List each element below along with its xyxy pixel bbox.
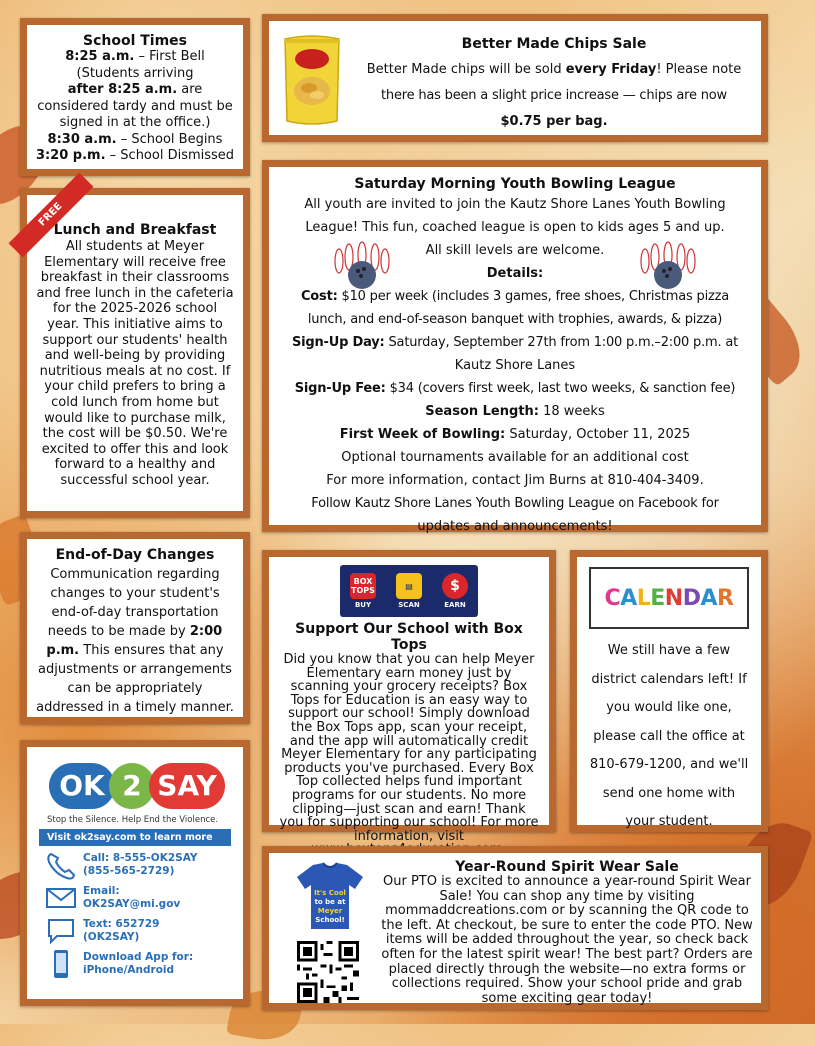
bowling-cost-line2: lunch, and end-of-season banquet with trophies, awards, & pizza) bbox=[307, 312, 723, 327]
bowling-contact: For more information, contact Jim Burns at 810-404-3409. bbox=[326, 473, 704, 488]
spirit-wear-title: Year-Round Spirit Wear Sale bbox=[455, 859, 679, 875]
bowling-intro1: All youth are invited to join the Kautz Shore Lanes Youth Bowling bbox=[304, 197, 726, 212]
chips-price: $0.75 per bag. bbox=[500, 114, 608, 129]
bowling-first-week: First Week of Bowling: Saturday, October 11, 2025 bbox=[339, 427, 691, 442]
calendar-panel bbox=[570, 550, 768, 832]
ok2say-app-row: Download App for: iPhone/Android bbox=[45, 949, 235, 979]
box-tops-panel bbox=[262, 550, 556, 844]
bowling-title: Saturday Morning Youth Bowling League bbox=[354, 176, 676, 192]
ok2say-visit-link[interactable]: Visit ok2say.com to learn more bbox=[39, 829, 231, 846]
calendar-banner: C A L E N D A R bbox=[589, 567, 749, 629]
phone-icon bbox=[45, 850, 77, 880]
bowling-signup-fee: Sign-Up Fee: $34 (covers first week, last two weeks, & sanction fee) bbox=[294, 381, 736, 396]
bowling-pins-icon bbox=[331, 241, 393, 293]
school-times-panel bbox=[20, 18, 250, 176]
bowling-intro3: All skill levels are welcome. bbox=[425, 243, 605, 258]
svg-text:It's Cool: It's Cool bbox=[314, 889, 346, 897]
chat-bubble-icon bbox=[45, 916, 77, 946]
dollar-icon: $ bbox=[442, 573, 468, 599]
spirit-wear-panel bbox=[262, 846, 768, 1010]
ok2say-email-row: Email: OK2SAY@mi.gov bbox=[45, 883, 235, 913]
spirit-wear-body: Our PTO is excited to announce a year-round Spirit Wear Sale! You can shop any time by visiting mommaddcreations.com or by scanning the QR code to the left. At checkout, be sure to enter the code PTO. New items will be added throughout the year, so check back often for the latest spirit wear! The best part? Orders are placed directly through the website—no extra forms or collections required. Show your school pride and grab some exciting gear today! bbox=[381, 874, 753, 1006]
calendar-line7: your student. bbox=[625, 814, 713, 829]
bowling-optional: Optional tournaments available for an additional cost bbox=[341, 450, 689, 465]
box-tops-title: Support Our School with Box Tops bbox=[295, 621, 523, 653]
end-of-day-body: Communication regarding changes to your student's end-of-day transportation needs to be made by 2:00 p.m. This ensures that any adjustments or arrangements can be appropriately addressed in a timely manner. bbox=[36, 567, 234, 715]
arriving-note: (Students arriving bbox=[76, 65, 194, 81]
svg-text:School!: School! bbox=[315, 916, 345, 924]
lunch-body: All students at Meyer Elementary will receive free breakfast in their classrooms and free lunch in the cafeteria for the 2025-2026 school year. This initiative aims to support our students' health and well-being by providing nutritious meals at no cost. If your child prefers to bring a cold lunch from home but would like to purchase milk, the cost will be $0.50. We're excited to offer this and look forward to a healthy and successful school year. bbox=[36, 239, 234, 488]
ok2say-logo: OK 2 SAY bbox=[49, 763, 235, 813]
bowling-details-heading: Details: bbox=[486, 266, 544, 281]
chip-bag-icon bbox=[279, 33, 345, 127]
chips-sale-panel bbox=[262, 14, 768, 142]
bowling-signup-day: Sign-Up Day: Saturday, September 27th from 1:00 p.m.–2:00 p.m. at bbox=[291, 335, 739, 350]
chips-line2: there has been a slight price increase — chips are now bbox=[381, 88, 727, 103]
school-times-title: School Times bbox=[82, 33, 188, 49]
bowling-cost-line1: Cost: $10 per week (includes 3 games, free shoes, Christmas pizza bbox=[300, 289, 730, 304]
box-tops-badge: BOX TOPS bbox=[350, 573, 376, 599]
tardy-note-line2: signed in at the office.) bbox=[59, 115, 211, 130]
tardy-time-line: after 8:25 a.m. are bbox=[67, 82, 203, 97]
bowling-follow1: Follow Kautz Shore Lanes Youth Bowling League on Facebook for bbox=[311, 496, 719, 511]
ok2say-panel bbox=[20, 740, 250, 1006]
tshirt-icon bbox=[295, 861, 365, 931]
bowling-intro2: League! This fun, coached league is open to kids ages 5 and up. bbox=[305, 220, 725, 235]
calendar-line2: district calendars left! If bbox=[591, 671, 747, 687]
ok2say-tagline: Stop the Silence. Help End the Violence. bbox=[47, 815, 219, 825]
calendar-line5: 810-679-1200, and we'll bbox=[589, 757, 749, 772]
ok2say-call-row: Call: 8-555-OK2SAY (855-565-2729) bbox=[45, 850, 235, 880]
svg-text:Meyer: Meyer bbox=[317, 907, 343, 915]
first-bell-line: 8:25 a.m. – First Bell bbox=[65, 49, 205, 64]
free-ribbon: FREE bbox=[9, 173, 94, 258]
school-begins-line: 8:30 a.m. – School Begins bbox=[47, 131, 223, 147]
chips-line1: Better Made chips will be sold every Friday! Please note bbox=[366, 62, 742, 77]
calendar-line6: send one home with bbox=[602, 785, 736, 801]
lunch-breakfast-panel bbox=[20, 188, 250, 518]
school-dismissed-line: 3:20 p.m. – School Dismissed bbox=[35, 148, 235, 163]
box-tops-logo: BOX TOPS BUY ▤ SCAN $ EARN bbox=[340, 565, 478, 617]
box-tops-body: Did you know that you can help Meyer Elementary earn money just by scanning your grocery receipts? Box Tops for Education is an easy way to support our school! Simply download the Box Tops app, scan your receipt, and the app will automatically credit Meyer Elementary for any participating products you've purchased. Every Box Top collected helps fund important programs for our students. No more clipping—just scan and earn! Thank you for supporting our school! For more information, visit bbox=[279, 652, 539, 844]
chips-content bbox=[355, 31, 753, 135]
spirit-wear-content bbox=[381, 859, 753, 1006]
calendar-line3: you would like one, bbox=[606, 700, 732, 715]
end-of-day-panel bbox=[20, 532, 250, 724]
receipt-icon: ▤ bbox=[396, 573, 422, 599]
qr-code-icon bbox=[297, 941, 359, 1003]
bowling-season-length: Season Length: 18 weeks bbox=[425, 404, 605, 419]
calendar-line4: please call the office at bbox=[593, 728, 745, 744]
svg-text:to be at: to be at bbox=[314, 898, 346, 906]
tardy-note-line1: considered tardy and must be bbox=[37, 98, 233, 114]
bowling-league-panel bbox=[262, 160, 768, 532]
chips-title: Better Made Chips Sale bbox=[461, 36, 647, 52]
bowling-signup-day-location: Kautz Shore Lanes bbox=[454, 358, 576, 373]
envelope-icon bbox=[45, 883, 77, 913]
ok2say-text-row: Text: 652729 (OK2SAY) bbox=[45, 916, 235, 946]
end-of-day-title: End-of-Day Changes bbox=[55, 547, 215, 563]
calendar-line1: We still have a few bbox=[607, 643, 731, 658]
bowling-pins-icon bbox=[637, 241, 699, 293]
lunch-title: Lunch and Breakfast bbox=[53, 222, 217, 238]
bowling-follow2: updates and announcements! bbox=[417, 519, 613, 534]
smartphone-icon bbox=[45, 949, 77, 979]
